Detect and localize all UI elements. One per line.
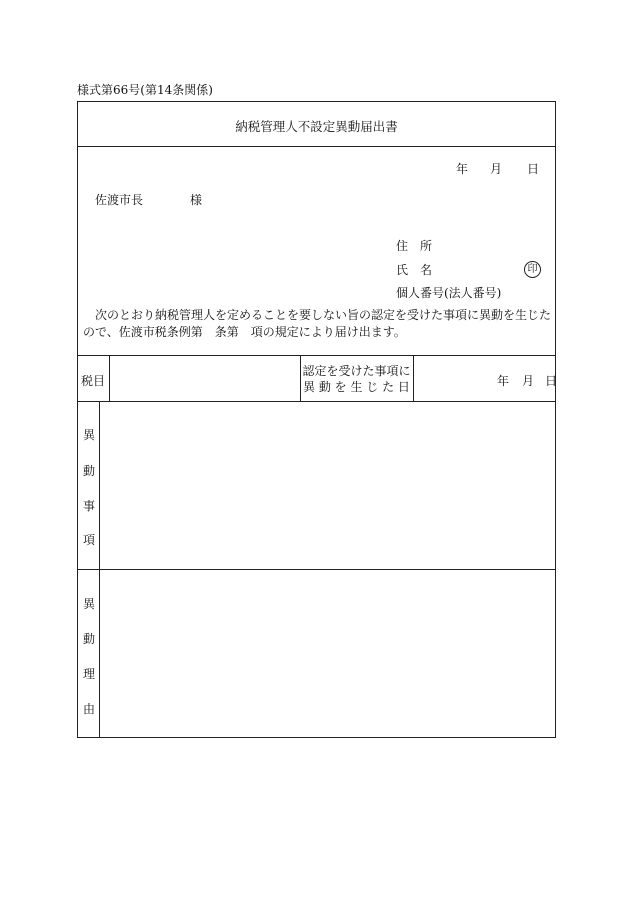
recognized-label-line2: 異 動 を 生 じ た 日: [303, 380, 410, 394]
change-date-year-label: 年: [497, 374, 510, 388]
change-reason-char: 動: [83, 632, 96, 646]
change-items-char: 事: [83, 499, 96, 513]
change-items-char: 異: [83, 428, 96, 442]
change-items-char: 動: [83, 464, 96, 478]
addressee-honorific: 様: [190, 193, 203, 207]
statement-text: 次のとおり納税管理人を定めることを要しない旨の認定を受けた事項に異動を生じたので、佐渡市税条例第 条第 項の規定により届け出ます。: [83, 308, 552, 339]
divider: [77, 401, 556, 402]
divider: [77, 355, 556, 356]
tax-type-label: 税目: [80, 374, 105, 388]
name-label: 氏 名: [396, 263, 433, 277]
form-table: [77, 101, 556, 738]
seal-mark: 印: [524, 261, 541, 278]
change-reason-char: 由: [83, 702, 96, 716]
id-number-label: 個人番号(法人番号): [396, 286, 502, 300]
change-date-day-label: 日: [545, 374, 558, 388]
addressee-name: 佐渡市長: [95, 193, 144, 207]
form-number: 様式第66号(第14条関係): [77, 83, 213, 97]
change-reason-char: 異: [83, 597, 96, 611]
change-items-char: 項: [83, 533, 96, 547]
document-title: 納税管理人不設定異動届出書: [235, 119, 398, 134]
address-label: 住 所: [396, 239, 433, 253]
change-date-month-label: 月: [522, 374, 535, 388]
divider: [109, 355, 110, 401]
date-month-label: 月: [490, 162, 503, 176]
divider: [77, 146, 556, 147]
date-day-label: 日: [527, 162, 540, 176]
change-reason-char: 理: [83, 667, 96, 681]
divider: [413, 355, 414, 401]
date-year-label: 年: [456, 162, 469, 176]
divider: [77, 569, 556, 570]
recognized-label-line1: 認定を受けた事項に: [302, 364, 411, 378]
divider: [99, 401, 100, 737]
